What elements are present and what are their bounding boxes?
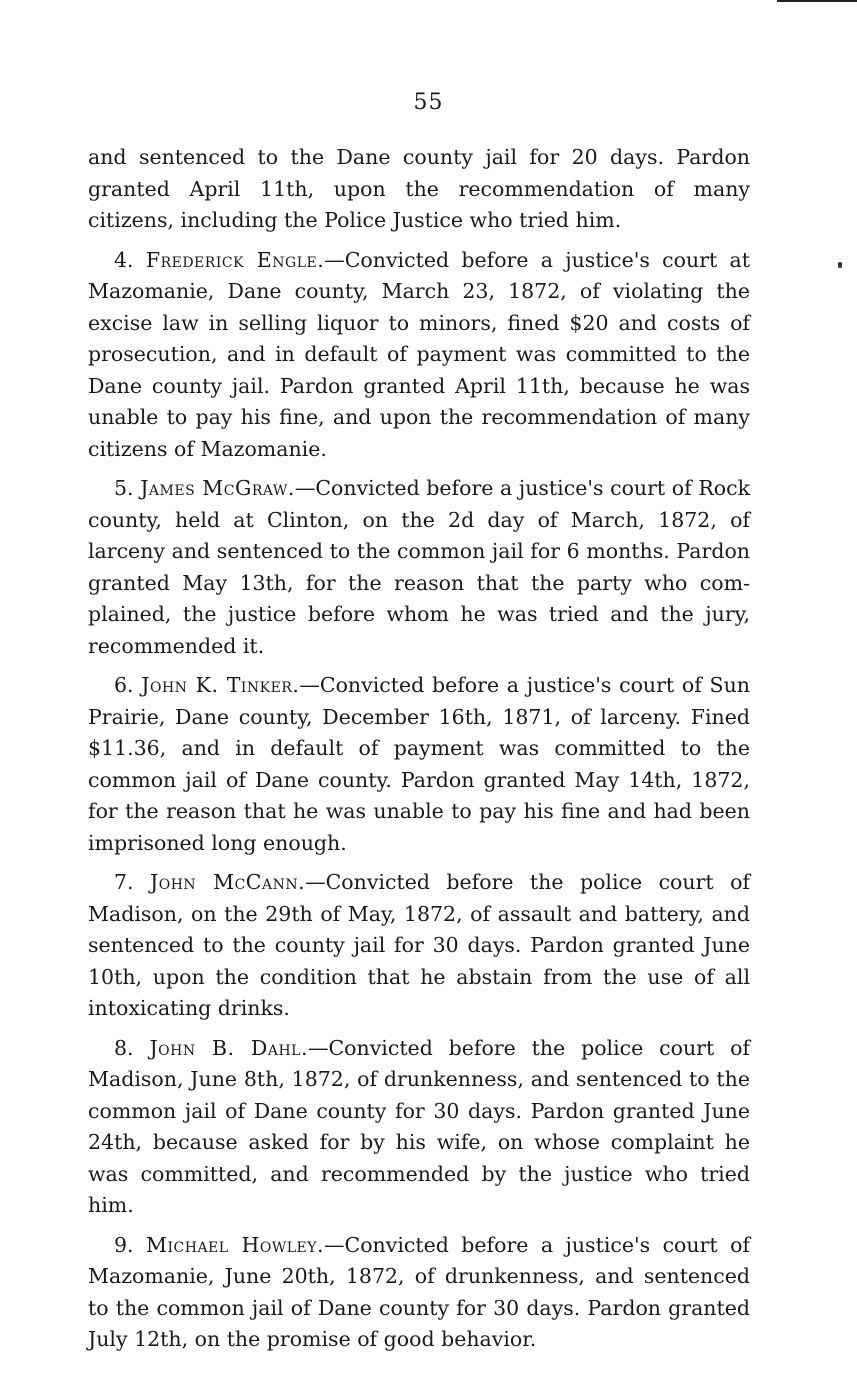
entry-text: —Convicted before the police court of Madison, on the 29th of May, 1872, of assault and battery, and sentenced to the county jail for 30 days. Pardon granted June 10th, upon the condition that he abstain from the use of all intoxicating drinks. <box>88 870 750 1020</box>
entry-paragraph <box>88 473 750 662</box>
page-number: 55 <box>413 90 444 115</box>
entry-name: Frederick Engle. <box>145 247 325 272</box>
entry-paragraph <box>88 867 750 1025</box>
entry-number: 7. <box>114 870 134 894</box>
entry-text: —Convicted before a justice's court of Mazomanie, June 20th, 1872, of drunkenness, and sentenced to the common jail of Dane county for 30 days. Pardon granted July 12th, on the promise of good behavior. <box>88 1232 750 1351</box>
entry-number: 6. <box>114 673 134 697</box>
entry-text: —Convicted before the police court of Madison, June 8th, 1872, of drunkenness, and sentenced to the common jail of Dane county for 30 days. Pardon granted June 24th, because asked for by his wife, on whose complaint he was committed, and recommended by the justice who tried him. <box>88 1035 750 1217</box>
entry-number: 9. <box>114 1232 134 1257</box>
entry-number: 5. <box>114 476 134 500</box>
entry-text: —Convicted before a justice's court at Mazomanie, Dane county, March 23, 1872, of violating the excise law in selling liquor to minors, fined $20 and costs of prosecution, and in default of payment was committed to the Dane county jail. Pardon granted April 11th, because he was unable to pay his fine, and upon the recommendation of many citizens of Mazomanie. <box>88 247 750 461</box>
entry-paragraph <box>88 670 750 859</box>
entry-name: John K. Tinker. <box>141 673 300 697</box>
entry-number: 8. <box>114 1035 134 1060</box>
entry-name: John McCann. <box>150 870 306 894</box>
entry-name: John B. Dahl. <box>149 1035 308 1060</box>
entry-name: Michael Howley. <box>146 1232 325 1257</box>
entry-text: —Convicted before a justice's court of Rock county, held at Clinton, on the 2d day of March, 1872, of larceny and sentenced to the common jail for 6 months. Pardon granted May 13th, for the reason that the party who complained, the justice before whom he was tried and the jury, recommended it. <box>88 476 750 658</box>
entry-text: —Convicted before a justice's court of Sun Prairie, Dane county, December 16th, 1871, of larceny. Fined $11.36, and in default of payment was committed to the common jail of Dane county. Pardon granted May 14th, 1872, for the reason that he was unable to pay his fine and had been imprisoned long enough. <box>88 673 750 855</box>
body-text <box>88 142 750 1364</box>
ink-speck <box>838 262 842 268</box>
entry-paragraph <box>88 1033 750 1222</box>
entry-name: James McGraw. <box>140 476 295 500</box>
edge-rule <box>777 0 857 2</box>
continuation-paragraph: and sentenced to the Dane county jail for 20 days. Pardon granted April 11th, upon the recommendation of many citizens, including the Police Justice who tried him. <box>88 145 750 232</box>
entry-number: 4. <box>114 247 134 272</box>
entry-paragraph <box>88 1230 750 1356</box>
entry-paragraph <box>88 245 750 466</box>
